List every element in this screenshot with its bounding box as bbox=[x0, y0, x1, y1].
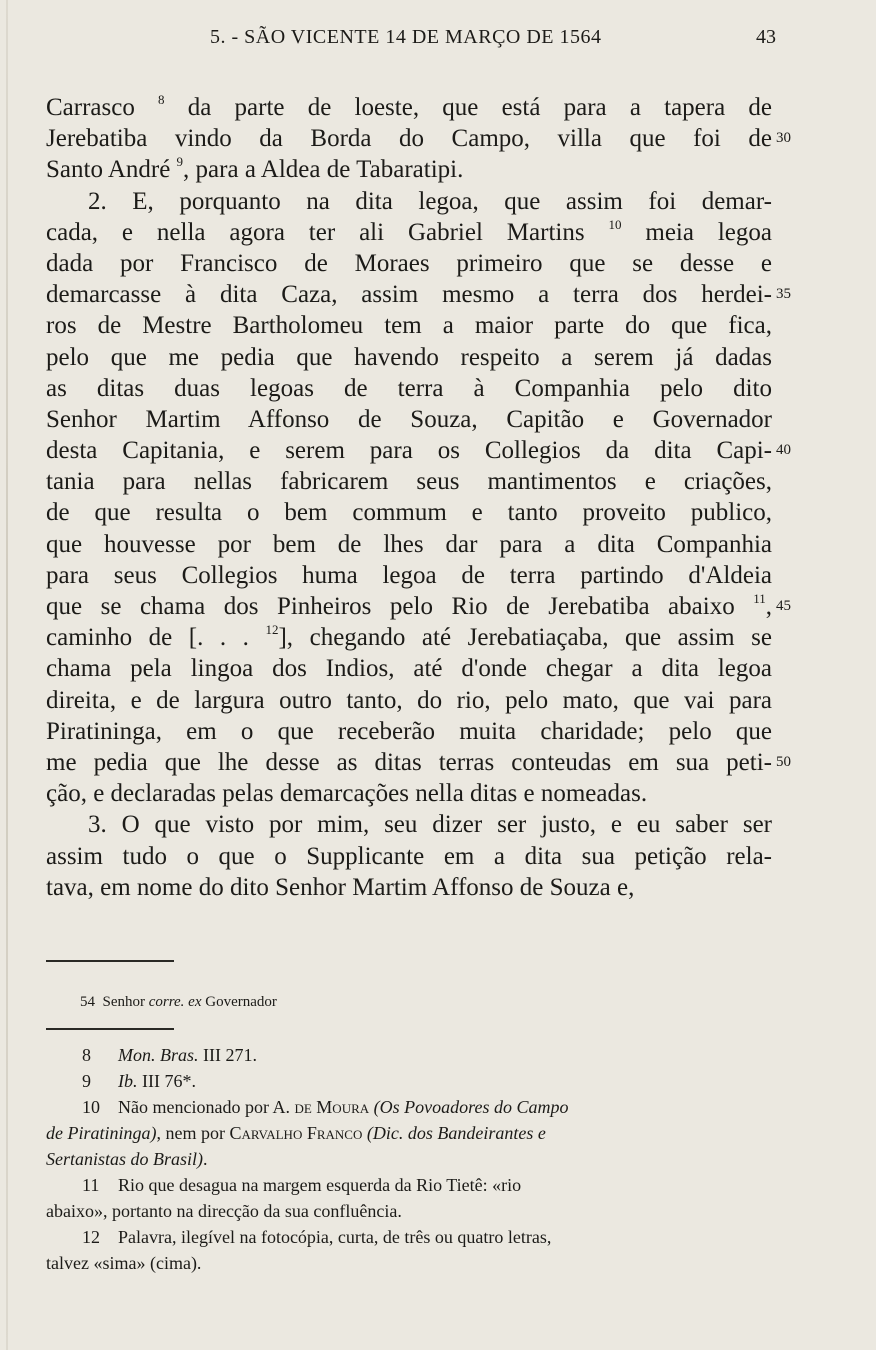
footnote-10-cont2: Sertanistas do Brasil). bbox=[46, 1149, 208, 1169]
line-number: 40 bbox=[776, 442, 791, 458]
variant-note bbox=[80, 994, 720, 1011]
text-line: cada, e nella agora ter ali Gabriel Martins $^{10}$ meia legoa bbox=[46, 216, 772, 246]
page-number: 43 bbox=[756, 26, 776, 48]
text-line: chama pela lingoa dos Indios, até d'onde chegar a dita legoa bbox=[46, 655, 772, 683]
text-line: ção, e declaradas pelas demarcações nella ditas e nomeadas. bbox=[46, 780, 648, 808]
footnote-12: 12 Palavra, ilegível na fotocópia, curta, de três ou quatro letras, bbox=[82, 1227, 552, 1247]
footnote-ref: 12 bbox=[265, 622, 279, 638]
page-edge bbox=[6, 0, 8, 1350]
variant-line: 54 bbox=[80, 994, 95, 1010]
variant-comment: corre. ex bbox=[148, 994, 202, 1010]
text-line: pelo que me pedia que havendo respeito a serem já dadas bbox=[46, 343, 772, 371]
footnote-11: 11 Rio que desagua na margem esquerda da Rio Tietê: «rio bbox=[82, 1175, 522, 1195]
text-line: me pedia que lhe desse as ditas terras conteudas em sua peti- bbox=[46, 748, 772, 776]
text-line: tava, em nome do dito Senhor Martim Affonso de Souza e, bbox=[46, 873, 635, 901]
text-line: 2. E, porquanto na dita legoa, que assim foi demar- bbox=[88, 187, 772, 215]
text-line: Jerebatiba vindo da Borda do Campo, villa que foi de bbox=[46, 125, 772, 153]
body-text bbox=[46, 92, 772, 903]
variants-rule bbox=[46, 960, 174, 962]
text-line: Santo André $^9$, para a Aldea de Tabaratipi. bbox=[46, 154, 464, 184]
text-line: de que resulta o bem commum e tanto proveito publico, bbox=[46, 499, 772, 527]
text-line: que houvesse por bem de lhes dar para a dita Companhia bbox=[46, 530, 772, 558]
text-line: para seus Collegios huma legoa de terra partindo d'Aldeia bbox=[46, 561, 772, 589]
footnote-9: 9 Ib. III 76*. bbox=[82, 1071, 196, 1091]
text-line: demarcasse à dita Caza, assim mesmo a terra dos herdei- bbox=[46, 281, 772, 309]
text-line: dada por Francisco de Moraes primeiro que se desse e bbox=[46, 249, 772, 277]
footnote-ref: 11 bbox=[753, 591, 766, 606]
running-title: 5. - SÃO VICENTE 14 DE MARÇO DE 1564 bbox=[210, 26, 602, 48]
text-line: que se chama dos Pinheiros pelo Rio de Jerebatiba abaixo $^{11}$, bbox=[46, 591, 772, 620]
line-number: 50 bbox=[776, 754, 791, 770]
footnote-10-cont: de Piratininga), nem por Carvalho Franco (Dic. dos Bandeirantes e bbox=[46, 1123, 546, 1143]
line-number: 45 bbox=[776, 598, 791, 614]
footnote-11-cont: abaixo», portanto na direcção da sua confluência. bbox=[46, 1201, 402, 1221]
text-line: ros de Mestre Bartholomeu tem a maior parte do que fica, bbox=[46, 312, 772, 340]
text-line: Carrasco $^8$ da parte de loeste, que está para a tapera de bbox=[46, 92, 773, 121]
footnotes-rule bbox=[46, 1028, 174, 1030]
text-line: assim tudo o que o Supplicante em a dita sua petição rela- bbox=[46, 842, 772, 870]
footnote-8: 8 Mon. Bras. III 271. bbox=[82, 1045, 257, 1065]
running-head bbox=[210, 26, 776, 60]
footnote-12-cont: talvez «sima» (cima). bbox=[46, 1253, 202, 1273]
footnote-ref: 10 bbox=[608, 216, 622, 232]
variant-reading: Governador bbox=[205, 994, 277, 1010]
variant-word: Senhor bbox=[102, 994, 145, 1010]
footnote-ref: 9 bbox=[176, 154, 184, 170]
text-line: desta Capitania, e serem para os Collegios da dita Capi- bbox=[46, 437, 772, 465]
text-line: 3. O que visto por mim, seu dizer ser justo, e eu saber ser bbox=[88, 811, 772, 839]
footnote-ref: 8 bbox=[158, 92, 165, 107]
line-number: 35 bbox=[776, 286, 791, 302]
text-line: Senhor Martim Affonso de Souza, Capitão e Governador bbox=[46, 405, 772, 433]
footnote-10: 10 Não mencionado por A. de Moura (Os Povoadores do Campo bbox=[82, 1097, 569, 1117]
line-number: 30 bbox=[776, 130, 791, 146]
text-line: Piratininga, em o que receberão muita charidade; pelo que bbox=[46, 717, 772, 745]
text-line: as ditas duas legoas de terra à Companhia pelo dito bbox=[46, 374, 772, 402]
text-line: caminho de [. . . $^{12}$], chegando até Jerebatiaçaba, que assim se bbox=[46, 622, 772, 652]
footnotes bbox=[46, 1042, 776, 1276]
text-line: direita, e de largura outro tanto, do rio, pelo mato, que vai para bbox=[46, 686, 772, 714]
text-line: tania para nellas fabricarem seus mantimentos e criações, bbox=[46, 468, 772, 496]
